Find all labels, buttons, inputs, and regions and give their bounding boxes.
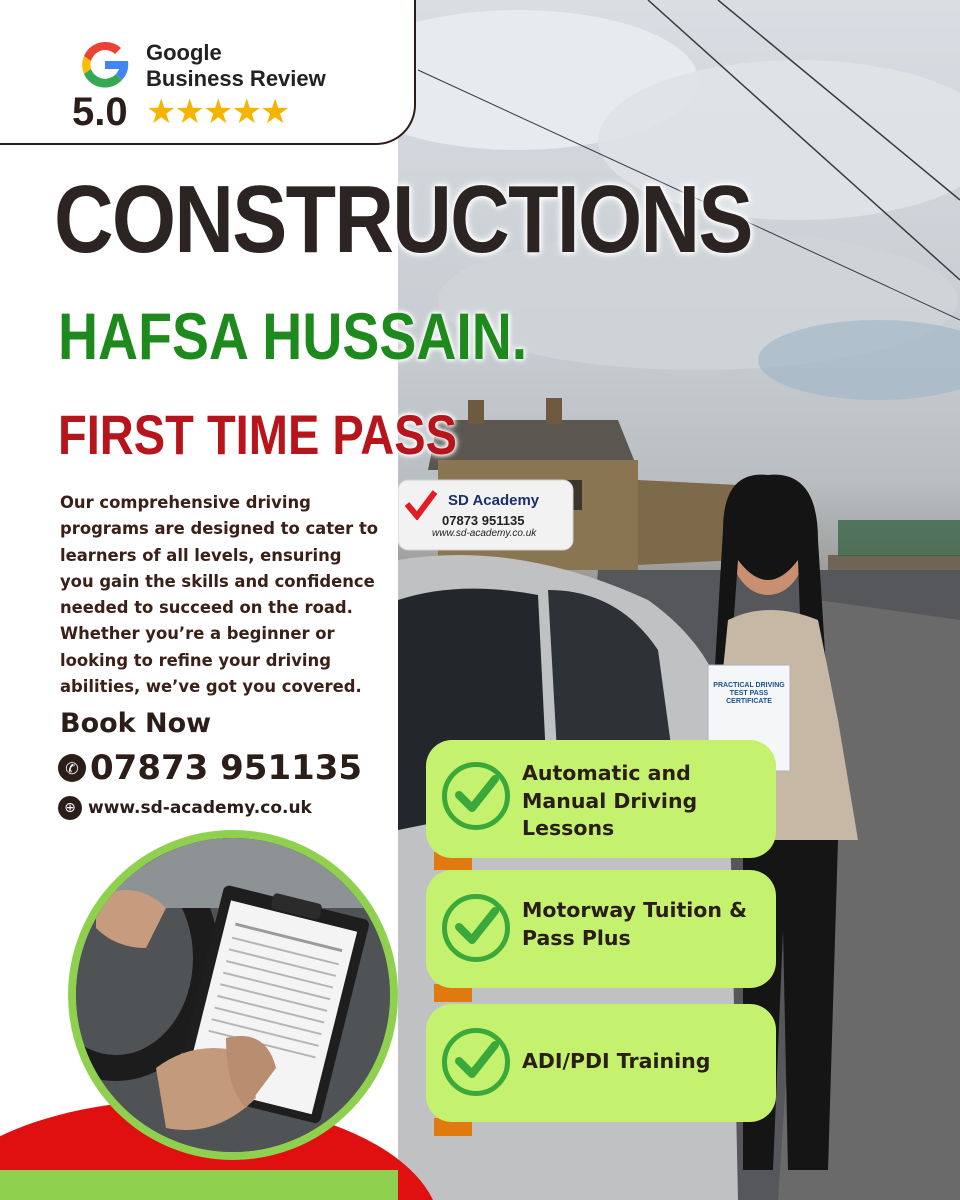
headline-result: FIRST TIME PASS bbox=[58, 403, 457, 466]
feature-label: ADI/PDI Training bbox=[522, 1049, 711, 1073]
certificate-title: PRACTICAL DRIVING TEST PASS CERTIFICATE bbox=[713, 682, 785, 705]
google-g-icon bbox=[76, 36, 134, 94]
google-review-badge bbox=[0, 0, 416, 145]
pass-certificate bbox=[712, 682, 786, 706]
website-link[interactable]: www.sd-academy.co.uk bbox=[88, 798, 312, 818]
headline-main: CONSTRUCTIONS bbox=[54, 166, 752, 273]
review-brand: Google bbox=[146, 40, 222, 65]
phone-number[interactable]: 07873 951135 bbox=[90, 748, 363, 788]
phone-icon: ✆ bbox=[58, 754, 86, 782]
headline-student-name: HAFSA HUSSAIN. bbox=[58, 299, 528, 373]
description-text: Our comprehensive driving programs are designed to cater to learners of all levels, ensuring you gain the skills and confidence needed to succeed on the road. Whether you’re a beginner or looking to refine your driving abilities, we’ve got you covered. bbox=[60, 493, 379, 697]
car-sign-phone: 07873 951135 bbox=[442, 513, 525, 528]
book-now-label: Book Now bbox=[60, 708, 212, 739]
feature-card-automatic-manual bbox=[426, 740, 776, 858]
check-circle-icon bbox=[442, 894, 510, 962]
car-roof-sign bbox=[402, 486, 574, 550]
car-sign-brand: SD Academy bbox=[448, 492, 540, 509]
feature-card-motorway bbox=[426, 870, 776, 988]
website-contact[interactable] bbox=[58, 796, 312, 820]
review-stars: ★★★★★ bbox=[146, 92, 289, 132]
check-circle-icon bbox=[442, 762, 510, 830]
feature-label: Automatic and Manual Driving Lessons bbox=[522, 761, 698, 840]
car-sign-website: www.sd-academy.co.uk bbox=[432, 528, 537, 539]
check-circle-icon bbox=[442, 1028, 510, 1096]
driving-test-circle-photo bbox=[68, 830, 398, 1160]
review-rating: 5.0 bbox=[72, 90, 128, 134]
clipboard-illustration bbox=[76, 838, 390, 1152]
review-subtitle: Business Review bbox=[146, 66, 326, 91]
car-sign-check-icon bbox=[404, 490, 438, 520]
globe-icon: ⊕ bbox=[58, 796, 82, 820]
phone-contact[interactable] bbox=[58, 748, 362, 788]
feature-label: Motorway Tuition & Pass Plus bbox=[522, 898, 747, 950]
decorative-green-strip bbox=[0, 1170, 398, 1200]
feature-card-adi-pdi bbox=[426, 1004, 776, 1122]
